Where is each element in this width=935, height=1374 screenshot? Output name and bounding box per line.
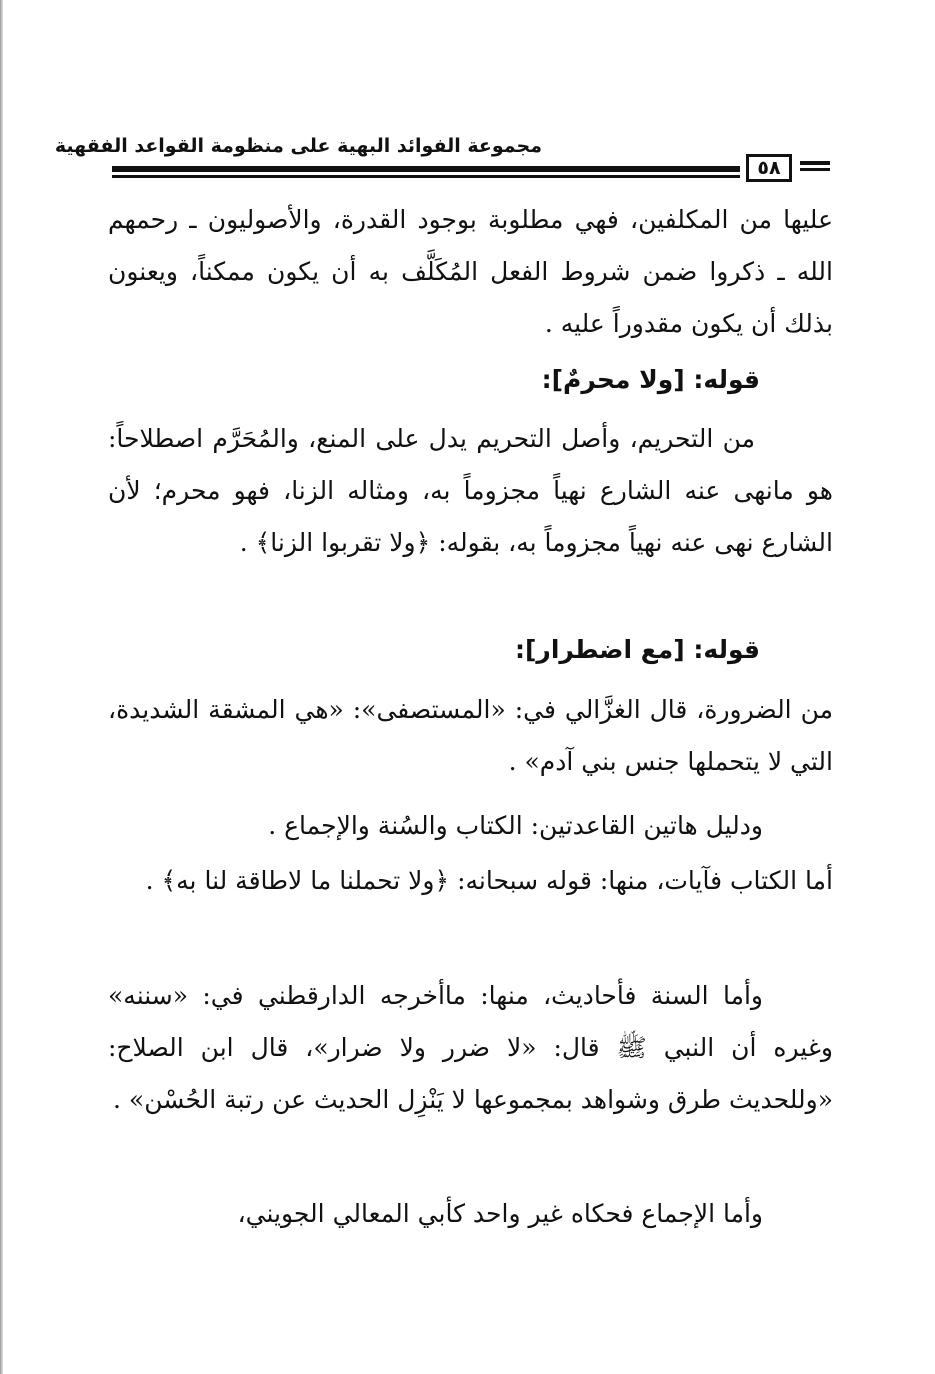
header-rule-thick bbox=[112, 166, 740, 172]
paragraph-darura-definition: من الضرورة، قال الغزَّالي في: «المستصفى»: «هي المشقة الشديدة، التي لا يتحملها جنس بني آدم» . bbox=[108, 695, 833, 776]
page-number-rule-bottom bbox=[800, 168, 830, 171]
heading-ma-idtirar: قوله: [مع اضطرار]: bbox=[515, 635, 760, 664]
paragraph-muharram-definition: من التحريم، وأصل التحريم يدل على المنع، والمُحَرَّم اصطلاحاً: هو مانهى عنه الشارع نهياً مجزوماً به، ومثاله الزنا، فهو محرم؛ لأن الشارع نهى عنه نهياً مجزوماً به، بقوله: ﴿ولا تقربوا الزنا﴾ . bbox=[108, 424, 833, 557]
header-rule-thin bbox=[112, 175, 740, 178]
heading-wala-muharram: قوله: [ولا محرمٌ]: bbox=[541, 365, 760, 394]
paragraph-quran-evidence: أما الكتاب فآيات، منها: قوله سبحانه: ﴿ولا تحملنا ما لاطاقة لنا به﴾ . bbox=[145, 866, 833, 895]
page-left-edge bbox=[0, 0, 3, 1374]
paragraph-ijma-evidence: وأما الإجماع فحكاه غير واحد كأبي المعالي الجويني، bbox=[237, 1199, 763, 1228]
page-number: ٥٨ bbox=[746, 154, 792, 182]
paragraph-sunnah-evidence: وأما السنة فأحاديث، منها: ماأخرجه الدارقطني في: «سننه» وغيره أن النبي ﷺ قال: «لا ضرر ولا ضرار»، قال ابن الصلاح: «وللحديث طرق وشواهد بمجموعها لا يَنْزِل الحديث عن رتبة الحُسْن» . bbox=[108, 981, 833, 1114]
page-number-rule-top bbox=[800, 161, 830, 165]
running-header-title: مجموعة الفوائد البهية على منظومة القواعد الفقهية bbox=[54, 135, 542, 157]
paragraph-evidence-intro: ودليل هاتين القاعدتين: الكتاب والسُنة والإجماع . bbox=[268, 811, 763, 840]
paragraph-continuation: عليها من المكلفين، فهي مطلوبة بوجود القدرة، والأصوليون ـ رحمهم الله ـ ذكروا ضمن شروط الفعل المُكَلَّف به أن يكون ممكناً، ويعنون بذلك أن يكون مقدوراً عليه . bbox=[108, 205, 833, 338]
